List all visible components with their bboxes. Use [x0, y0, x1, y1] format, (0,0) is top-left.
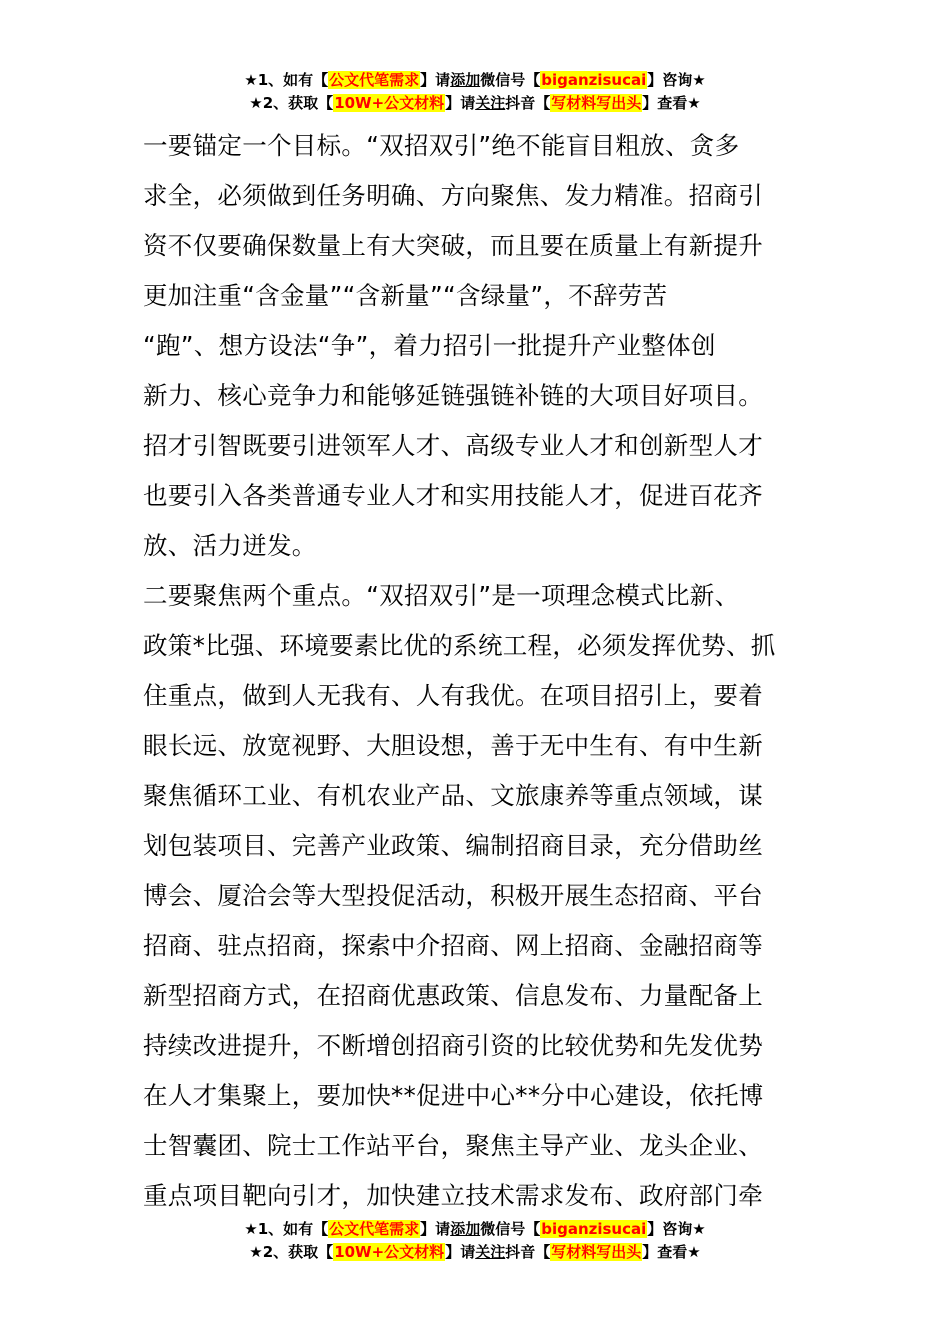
text-line: 新型招商方式，在招商优惠政策、信息发布、力量配备上: [143, 981, 763, 1010]
banner-text: 】请: [420, 1220, 451, 1238]
banner-text: 抖音【: [505, 1243, 551, 1261]
footer-banner: [0, 1218, 950, 1264]
text-line: 新力、核心竞争力和能够延链强链补链的大项目好项目。: [143, 381, 763, 410]
text-line: 持续改进提升，不断增创招商引资的比较优势和先发优势: [143, 1031, 763, 1060]
banner-text: 微信号【: [480, 71, 541, 89]
text-line: 一要锚定一个目标。“双招双引”绝不能盲目粗放、贪多: [143, 131, 740, 160]
banner-highlight: biganzisucai: [541, 1220, 647, 1238]
banner-text: 】查看★: [642, 1243, 701, 1261]
banner-line-1: [0, 1218, 950, 1241]
banner-text: 】请: [445, 1243, 476, 1261]
header-banner: [0, 69, 950, 115]
text-line: 政策*比强、环境要素比优的系统工程，必须发挥优势、抓: [143, 631, 776, 660]
banner-underline: 添加: [450, 1220, 481, 1238]
banner-underline: 添加: [450, 71, 481, 89]
text-line: 放、活力迸发。: [143, 531, 317, 560]
banner-underline: 关注: [475, 1243, 506, 1261]
banner-text: 微信号【: [480, 1220, 541, 1238]
text-line: 在人才集聚上，要加快**促进中心**分中心建设，依托博: [143, 1081, 764, 1110]
banner-highlight: 写材料写出头: [551, 94, 642, 112]
text-line: 眼长远、放宽视野、大胆设想，善于无中生有、有中生新: [143, 731, 763, 760]
banner-text: 】请: [420, 71, 451, 89]
banner-highlight: 10W+公文材料: [334, 1243, 445, 1261]
text-line: 求全，必须做到任务明确、方向聚焦、发力精准。招商引: [143, 181, 763, 210]
text-line: 招商、驻点招商，探索中介招商、网上招商、金融招商等: [143, 931, 763, 960]
text-line: 住重点，做到人无我有、人有我优。在项目招引上，要着: [143, 681, 763, 710]
text-line: 划包装项目、完善产业政策、编制招商目录，充分借助丝: [143, 831, 763, 860]
text-line: 资不仅要确保数量上有大突破，而且要在质量上有新提升: [143, 231, 763, 260]
text-line: 也要引入各类普通专业人才和实用技能人才，促进百花齐: [143, 481, 763, 510]
banner-text: ★1、如有【: [244, 71, 329, 89]
document-body: [143, 121, 807, 1221]
banner-line-2: [0, 1241, 950, 1264]
banner-highlight: 10W+公文材料: [334, 94, 445, 112]
banner-text: 】咨询★: [647, 71, 706, 89]
text-line: 博会、厦洽会等大型投促活动，积极开展生态招商、平台: [143, 881, 763, 910]
text-line: 重点项目靶向引才，加快建立技术需求发布、政府部门牵: [143, 1181, 763, 1210]
banner-text: 】请: [445, 94, 476, 112]
text-line: “跑”、想方设法“争”，着力招引一批提升产业整体创: [143, 331, 716, 360]
banner-underline: 关注: [475, 94, 506, 112]
banner-text: ★1、如有【: [244, 1220, 329, 1238]
banner-text: 】查看★: [642, 94, 701, 112]
text-line: 士智囊团、院士工作站平台，聚焦主导产业、龙头企业、: [143, 1131, 763, 1160]
banner-highlight: 写材料写出头: [551, 1243, 642, 1261]
banner-text: ★2、获取【: [249, 94, 334, 112]
banner-line-1: [0, 69, 950, 92]
banner-text: ★2、获取【: [249, 1243, 334, 1261]
banner-line-2: [0, 92, 950, 115]
banner-highlight: 公文代笔需求: [329, 1220, 420, 1238]
text-line: 二要聚焦两个重点。“双招双引”是一项理念模式比新、: [143, 581, 740, 610]
banner-highlight: biganzisucai: [541, 71, 647, 89]
banner-text: 】咨询★: [647, 1220, 706, 1238]
banner-highlight: 公文代笔需求: [329, 71, 420, 89]
text-line: 更加注重“含金量”“含新量”“含绿量”，不辞劳苦: [143, 281, 668, 310]
banner-text: 抖音【: [505, 94, 551, 112]
text-line: 招才引智既要引进领军人才、高级专业人才和创新型人才: [143, 431, 763, 460]
text-line: 聚焦循环工业、有机农业产品、文旅康养等重点领域，谋: [143, 781, 763, 810]
